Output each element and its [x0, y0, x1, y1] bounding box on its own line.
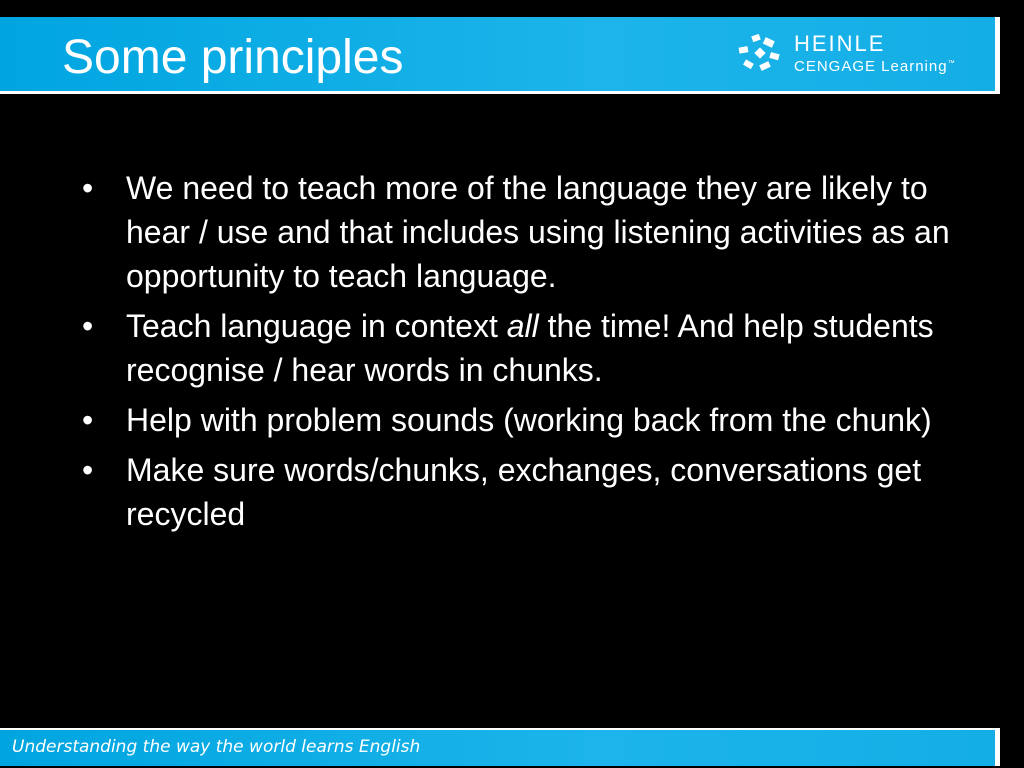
logo-wordmark — [794, 33, 956, 76]
bullet-marker: • — [82, 308, 94, 344]
bullet-text: Help with problem sounds (working back from the chunk) — [126, 402, 932, 438]
logo-trademark: ™ — [947, 60, 956, 67]
bullet-text: Make sure words/chunks, exchanges, conversations get recycled — [126, 452, 922, 532]
page-title: Some principles — [62, 31, 404, 84]
bullet-item — [82, 448, 962, 536]
logo-brand: HEINLE — [794, 31, 886, 56]
footer-bar — [0, 728, 1000, 766]
header-bar — [0, 17, 1000, 94]
bullet-marker: • — [82, 402, 94, 438]
bullet-text: We need to teach more of the language they are likely to hear / use and that includes using listening activities as an opportunity to teach language. — [126, 170, 950, 294]
bullet-marker: • — [82, 170, 94, 206]
bullet-text-end: the time! And help students recognise / hear words in chunks. — [126, 308, 934, 388]
bullet-text-start: Teach language in context — [126, 308, 507, 344]
bullet-item — [82, 398, 962, 442]
bullet-marker: • — [82, 452, 94, 488]
bullet-item — [82, 166, 962, 298]
bullet-list — [82, 166, 962, 536]
cengage-star-icon — [736, 33, 782, 73]
slide-body — [82, 166, 962, 542]
footer-tagline: Understanding the way the world learns English — [12, 737, 421, 757]
logo-subtitle-text: CENGAGE Learning — [794, 58, 948, 75]
bullet-item — [82, 304, 962, 392]
bullet-emphasis: all — [506, 308, 539, 344]
publisher-logo — [736, 31, 976, 79]
logo-subtitle — [794, 55, 956, 76]
